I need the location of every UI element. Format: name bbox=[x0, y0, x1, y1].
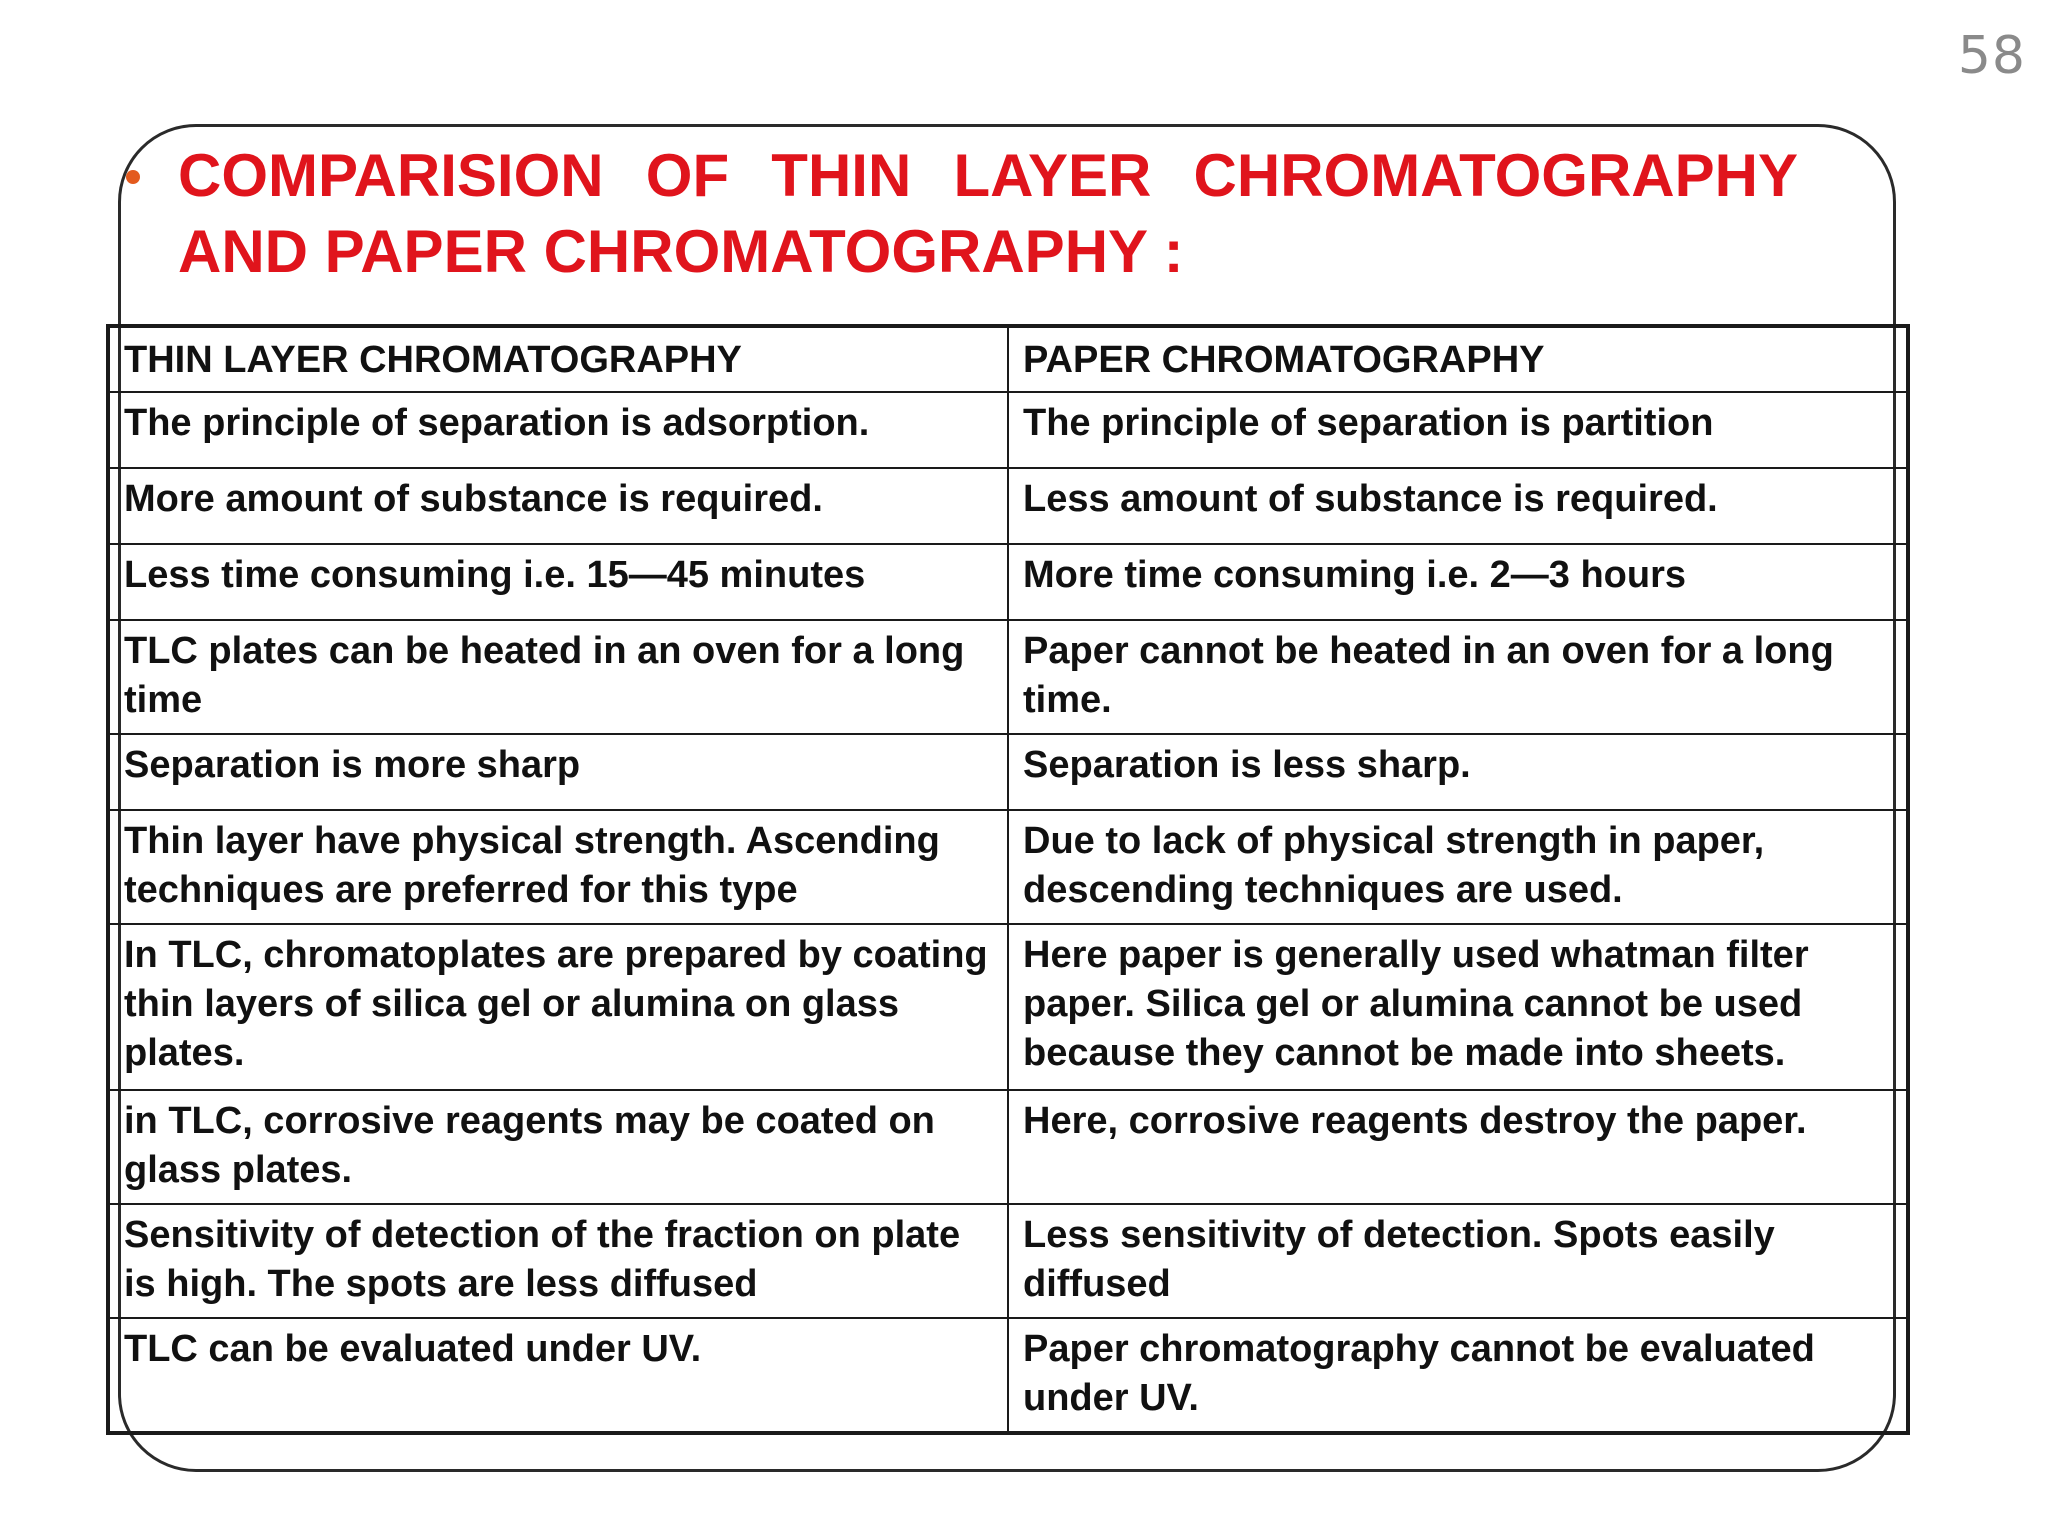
slide-title-line-2: AND PAPER CHROMATOGRAPHY : bbox=[178, 218, 1184, 285]
page-number: 58 bbox=[1957, 26, 2026, 86]
table-cell-paper: Separation is less sharp. bbox=[1008, 734, 1908, 810]
table-cell-paper: Here paper is generally used whatman filter paper. Silica gel or alumina cannot be used because they cannot be made into sheets. bbox=[1008, 924, 1908, 1090]
table-cell-paper: The principle of separation is partition bbox=[1008, 392, 1908, 468]
table-row bbox=[108, 544, 1908, 620]
table-row bbox=[108, 810, 1908, 924]
column-header-paper: PAPER CHROMATOGRAPHY bbox=[1008, 326, 1908, 392]
table-row bbox=[108, 468, 1908, 544]
comparison-table bbox=[106, 324, 1910, 1435]
table-row bbox=[108, 1090, 1908, 1204]
table-cell-paper: Here, corrosive reagents destroy the paper. bbox=[1008, 1090, 1908, 1204]
table-cell-tlc: TLC can be evaluated under UV. bbox=[108, 1318, 1008, 1433]
table-cell-paper: Paper cannot be heated in an oven for a long time. bbox=[1008, 620, 1908, 734]
table-row bbox=[108, 924, 1908, 1090]
table-cell-tlc: Separation is more sharp bbox=[108, 734, 1008, 810]
table-row bbox=[108, 1318, 1908, 1433]
table-cell-tlc: In TLC, chromatoplates are prepared by coating thin layers of silica gel or alumina on glass plates. bbox=[108, 924, 1008, 1090]
table-cell-tlc: Less time consuming i.e. 15—45 minutes bbox=[108, 544, 1008, 620]
table-cell-paper: Less amount of substance is required. bbox=[1008, 468, 1908, 544]
table-row bbox=[108, 392, 1908, 468]
table-row bbox=[108, 1204, 1908, 1318]
table-cell-paper: Less sensitivity of detection. Spots easily diffused bbox=[1008, 1204, 1908, 1318]
table-cell-paper: More time consuming i.e. 2—3 hours bbox=[1008, 544, 1908, 620]
table-cell-tlc: Sensitivity of detection of the fraction on plate is high. The spots are less diffused bbox=[108, 1204, 1008, 1318]
table-cell-tlc: More amount of substance is required. bbox=[108, 468, 1008, 544]
table-cell-paper: Due to lack of physical strength in paper, descending techniques are used. bbox=[1008, 810, 1908, 924]
table-cell-paper: Paper chromatography cannot be evaluated under UV. bbox=[1008, 1318, 1908, 1433]
table-header-row bbox=[108, 326, 1908, 392]
table-row bbox=[108, 620, 1908, 734]
table-cell-tlc: The principle of separation is adsorption. bbox=[108, 392, 1008, 468]
slide-title-line-1: COMPARISION OF THIN LAYER CHROMATOGRAPHY bbox=[178, 142, 1798, 209]
table-cell-tlc: Thin layer have physical strength. Ascending techniques are preferred for this type bbox=[108, 810, 1008, 924]
slide-title bbox=[178, 138, 1818, 290]
table-cell-tlc: in TLC, corrosive reagents may be coated on glass plates. bbox=[108, 1090, 1008, 1204]
table-row bbox=[108, 734, 1908, 810]
title-bullet-icon bbox=[126, 170, 140, 184]
table-cell-tlc: TLC plates can be heated in an oven for a long time bbox=[108, 620, 1008, 734]
column-header-tlc: THIN LAYER CHROMATOGRAPHY bbox=[108, 326, 1008, 392]
